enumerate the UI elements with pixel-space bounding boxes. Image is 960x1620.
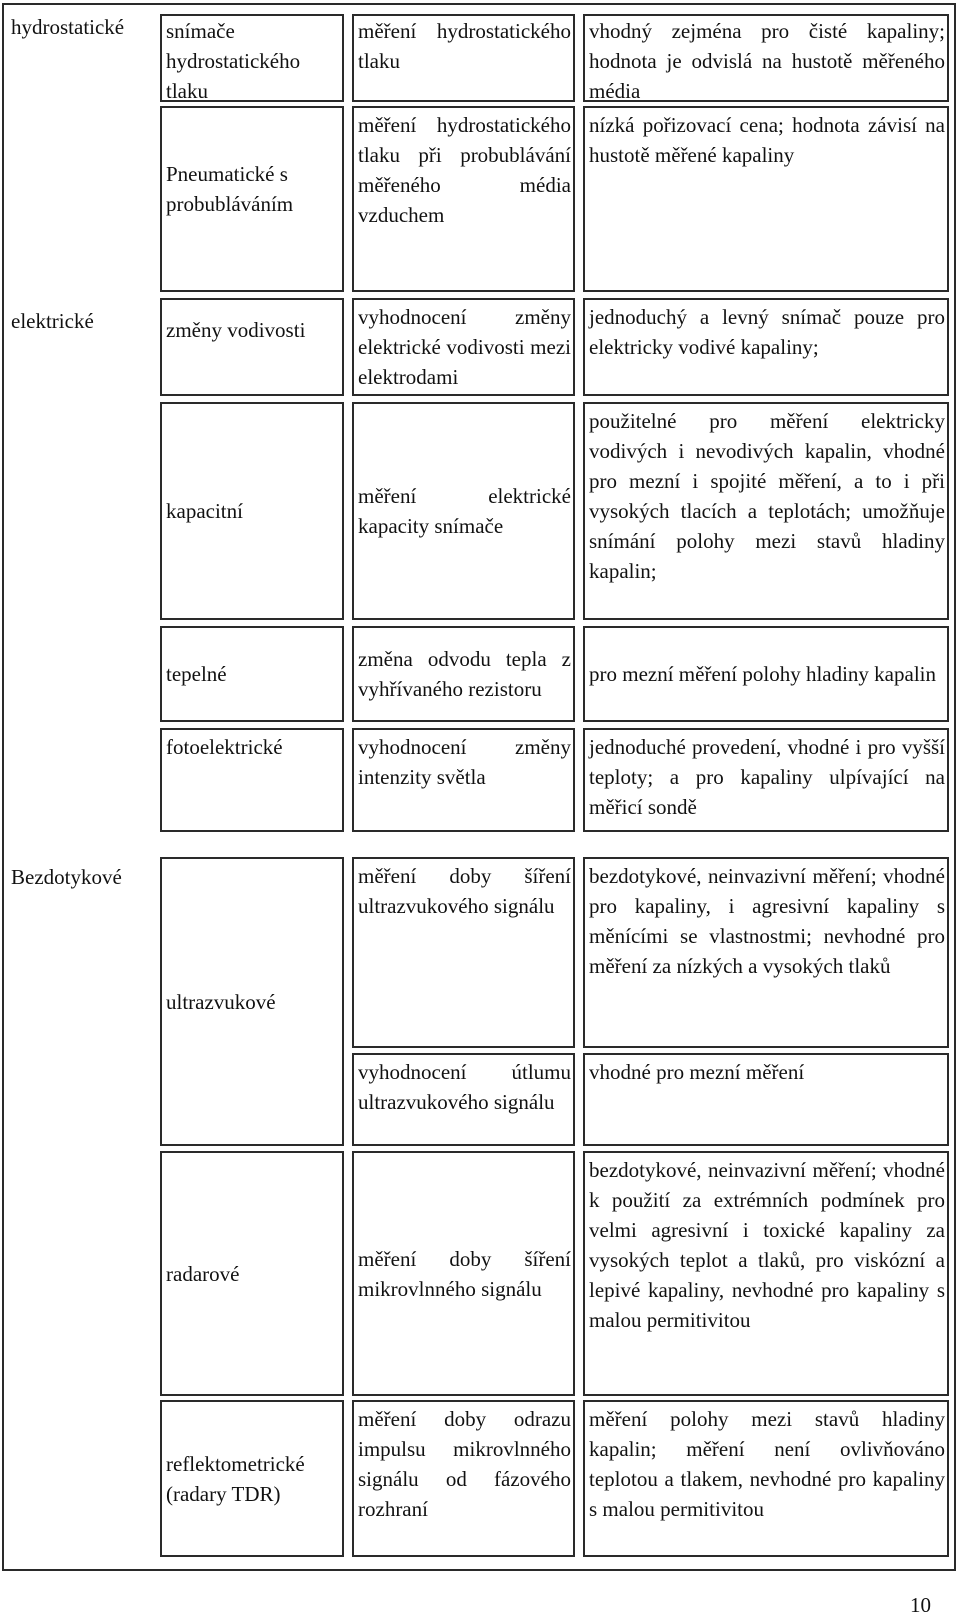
page-number: 10 xyxy=(910,1593,931,1617)
group-label-electric: elektrické xyxy=(11,309,94,333)
note-text: pro mezní měření polohy hladiny kapalin xyxy=(589,662,936,686)
note-text: jednoduchý a levný snímač pouze pro elektricky vodivé kapaliny; xyxy=(589,305,945,359)
sensor-name: reflektometrické (radary TDR) xyxy=(166,1451,305,1506)
note-text: nízká pořizovací cena; hodnota závisí na hustotě měřené kapaliny xyxy=(589,113,945,167)
principle-text: měření elektrické kapacity snímače xyxy=(358,484,571,538)
note-text: vhodný zejména pro čisté kapaliny; hodnota je odvislá na hustotě měřeného média xyxy=(589,19,945,103)
principle-text: měření doby šíření ultrazvukového signálu xyxy=(358,864,571,918)
sensor-name: Pneumatické s probubláváním xyxy=(166,162,294,216)
sensor-name: tepelné xyxy=(166,662,227,686)
note-text: jednoduché provedení, vhodné i pro vyšší teploty; a pro kapaliny ulpívající na měřicí sondě xyxy=(589,735,945,819)
group-label-contactless: Bezdotykové xyxy=(11,865,122,889)
principle-text: vyhodnocení změny intenzity světla xyxy=(358,735,571,789)
group-label-hydrostatic: hydrostatické xyxy=(11,15,125,39)
note-text: měření polohy mezi stavů hladiny kapalin; měření není ovlivňováno teplotou a tlakem, nevhodné pro kapaliny s malou permitivitou xyxy=(589,1407,945,1521)
sensor-name: kapacitní xyxy=(166,499,243,523)
principle-text: měření hydrostatického tlaku xyxy=(358,19,571,73)
sensor-name: radarové xyxy=(166,1261,240,1286)
sensor-name: snímače hydrostatického tlaku xyxy=(166,19,301,103)
principle-text: měření hydrostatického tlaku při probublávání měřeného média vzduchem xyxy=(358,113,571,227)
principle-text: měření doby odrazu impulsu mikrovlnného signálu od fázového rozhraní xyxy=(358,1407,571,1521)
principle-text: vyhodnocení útlumu ultrazvukového signálu xyxy=(358,1060,571,1114)
sensor-name: ultrazvukové xyxy=(166,989,276,1014)
note-text: bezdotykové, neinvazivní měření; vhodné k použití za extrémních podmínek pro velmi agresivní i toxické kapaliny za vysokých teplot a tlaků, pro viskózní a lepivé kapaliny, nevhodné pro kapaliny s malou permitivitou xyxy=(589,1158,945,1332)
sensor-name: fotoelektrické xyxy=(166,735,283,759)
note-text: použitelné pro měření elektricky vodivých i nevodivých kapalin, vhodné pro mezní i spojité měření, a to i při vysokých tlacích a teplotách; umožňuje snímání polohy mezi stavů hladiny kapalin; xyxy=(589,409,945,583)
sensor-name: změny vodivosti xyxy=(166,318,306,342)
principle-text: vyhodnocení změny elektrické vodivosti mezi elektrodami xyxy=(358,305,571,389)
principle-text: změna odvodu tepla z vyhřívaného rezistoru xyxy=(358,647,571,701)
note-text: vhodné pro mezní měření xyxy=(589,1060,805,1084)
principle-text: měření doby šíření mikrovlnného signálu xyxy=(358,1246,571,1301)
note-text: bezdotykové, neinvazivní měření; vhodné pro kapaliny, i agresivní kapaliny s měnícími se vlastnostmi; nevhodné pro měření za nízkých a vysokých tlaků xyxy=(589,864,945,978)
